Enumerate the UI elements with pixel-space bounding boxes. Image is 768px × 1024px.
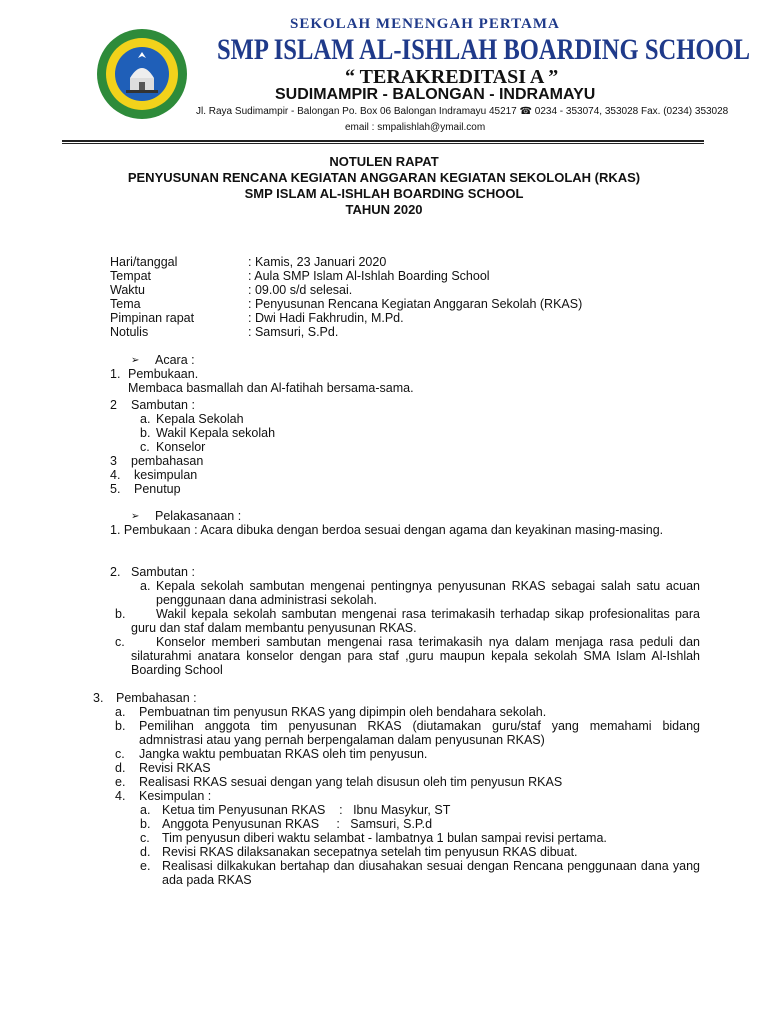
list-letter: c. bbox=[115, 635, 125, 649]
letterhead-email-line bbox=[345, 122, 485, 133]
kesimpulan-item: Realisasi dilkakukan bertahap dan diusahakan sesuai dengan Rencana penggunaan dana yang ada pada RKAS bbox=[162, 859, 700, 887]
list-number: 3 bbox=[110, 454, 117, 468]
info-label: Pimpinan rapat bbox=[110, 311, 195, 325]
list-number: 5. bbox=[110, 482, 121, 496]
info-label: Notulis bbox=[110, 325, 149, 339]
sambutan-kepala: Kepala sekolah sambutan mengenai pentingnya penyusunan RKAS sebagai salah satu acuan penggunaan dana administrasi sekolah. bbox=[156, 579, 700, 607]
list-number: 4. bbox=[110, 468, 121, 482]
letterhead-divider bbox=[62, 140, 704, 142]
pembahasan-item: Revisi RKAS bbox=[139, 761, 211, 775]
pembahasan-item: Pemilihan anggota tim penyusunan RKAS (diutamakan guru/staf yang memahami bidang admnistrasi atau yang pernah berpengalaman dalam penyusunan RKAS) bbox=[139, 719, 700, 747]
sambutan-wakil: Wakil kepala sekolah sambutan mengenai rasa terimakasih terhadap sikap profesionalitas para guru dan staf dalam membantu penyusunan RKAS. bbox=[131, 607, 700, 635]
acara-item: kesimpulan bbox=[134, 468, 198, 482]
letterhead-accreditation: “ TERAKREDITASI A ” bbox=[345, 66, 559, 88]
list-letter: b. bbox=[115, 607, 126, 621]
list-number: 3. bbox=[93, 691, 104, 705]
list-number: 2 bbox=[110, 398, 117, 412]
kesimpulan-item: Ketua tim Penyusunan RKAS : Ibnu Masykur, ST bbox=[162, 803, 451, 817]
letterhead-divider-thin bbox=[62, 143, 704, 144]
acara-subitem: Kepala Sekolah bbox=[156, 412, 244, 426]
acara-subitem: Konselor bbox=[156, 440, 206, 454]
pelaksanaan-pembukaan: 1. Pembukaan : Acara dibuka dengan berdoa sesuai dengan agama dan keyakinan masing-masing. bbox=[110, 523, 664, 537]
acara-heading: Acara : bbox=[155, 353, 195, 367]
info-value: : Aula SMP Islam Al-Ishlah Boarding School bbox=[248, 269, 490, 283]
doc-title: NOTULEN RAPAT bbox=[329, 154, 439, 169]
acara-item: Penutup bbox=[134, 482, 181, 496]
pelaksanaan-kesimpulan: Kesimpulan : bbox=[139, 789, 212, 803]
list-number: 1. bbox=[110, 367, 121, 381]
list-letter: a. bbox=[115, 705, 126, 719]
info-value: : 09.00 s/d selesai. bbox=[248, 283, 353, 297]
list-letter: a. bbox=[140, 412, 151, 426]
acara-bullet: ➢ bbox=[131, 355, 140, 366]
kesimpulan-item: Revisi RKAS dilaksanakan secepatnya setelah tim penyusun RKAS dibuat. bbox=[162, 845, 578, 859]
list-letter: c. bbox=[140, 831, 150, 845]
info-value: : Dwi Hadi Fakhrudin, M.Pd. bbox=[248, 311, 404, 325]
pembahasan-item: Jangka waktu pembuatan RKAS oleh tim penyusun. bbox=[139, 747, 428, 761]
list-letter: b. bbox=[140, 426, 151, 440]
email-address: smpalishlah@ymail.com bbox=[377, 122, 486, 133]
pelaksanaan-heading: Pelakasanaan : bbox=[155, 509, 242, 523]
list-number: 4. bbox=[115, 789, 126, 803]
kesimpulan-item: Anggota Penyusunan RKAS : Samsuri, S.P.d bbox=[162, 817, 433, 831]
pembahasan-item: Pembuatnan tim penyusun RKAS yang dipimpin oleh bendahara sekolah. bbox=[139, 705, 547, 719]
info-value: : Samsuri, S.Pd. bbox=[248, 325, 339, 339]
letterhead-location: SUDIMAMPIR - BALONGAN - INDRAMAYU bbox=[275, 86, 596, 103]
kesimpulan-item: Tim penyusun diberi waktu selambat - lambatnya 1 bulan sampai revisi pertama. bbox=[162, 831, 607, 845]
acara-item: pembahasan bbox=[131, 454, 204, 468]
pelaksanaan-bullet: ➢ bbox=[131, 511, 140, 522]
pelaksanaan-sambutan: Sambutan : bbox=[131, 565, 195, 579]
list-letter: a. bbox=[140, 803, 151, 817]
acara-item-detail: Membaca basmallah dan Al-fatihah bersama-sama. bbox=[128, 381, 414, 395]
letterhead-address: Jl. Raya Sudimampir - Balongan Po. Box 06 Balongan Indramayu 45217 ☎ 0234 - 353074, 353028 Fax. (0234) 353028 bbox=[196, 106, 729, 117]
list-letter: e. bbox=[115, 775, 126, 789]
pelaksanaan-pembahasan: Pembahasan : bbox=[116, 691, 197, 705]
acara-subitem: Wakil Kepala sekolah bbox=[156, 426, 276, 440]
list-letter: b. bbox=[140, 817, 151, 831]
doc-subtitle-3: TAHUN 2020 bbox=[345, 202, 423, 217]
list-letter: e. bbox=[140, 859, 151, 873]
list-letter: c. bbox=[140, 440, 150, 454]
pembahasan-item: Realisasi RKAS sesuai dengan yang telah disusun oleh tim penyusun RKAS bbox=[139, 775, 563, 789]
sambutan-konselor: Konselor memberi sambutan mengenai rasa terimakasih nya dalam menjaga rasa peduli dan silaturahmi anatara konselor dengan para staf ,guru maupun kepala sekolah SMA Islam Al-Ishlah Boarding School bbox=[131, 635, 700, 677]
school-logo bbox=[96, 28, 188, 120]
doc-subtitle-1: PENYUSUNAN RENCANA KEGIATAN ANGGARAN KEGIATAN SEKOLOLAH (RKAS) bbox=[127, 170, 641, 185]
list-letter: c. bbox=[115, 747, 125, 761]
list-number: 2. bbox=[110, 565, 121, 579]
doc-subtitle-2: SMP ISLAM AL-ISHLAH BOARDING SCHOOL bbox=[244, 186, 524, 201]
info-label: Tema bbox=[110, 297, 141, 311]
list-letter: b. bbox=[115, 719, 126, 733]
list-letter: d. bbox=[140, 845, 151, 859]
email-label: email : bbox=[345, 122, 378, 133]
list-letter: a. bbox=[140, 579, 151, 593]
acara-item: Sambutan : bbox=[131, 398, 195, 412]
info-label: Waktu bbox=[110, 283, 145, 297]
info-value: : Kamis, 23 Januari 2020 bbox=[248, 255, 387, 269]
list-letter: d. bbox=[115, 761, 126, 775]
info-value: : Penyusunan Rencana Kegiatan Anggaran Sekolah (RKAS) bbox=[248, 297, 583, 311]
letterhead-school-name: SMP ISLAM AL-ISHLAH BOARDING SCHOOL bbox=[217, 33, 751, 66]
info-label: Tempat bbox=[110, 269, 151, 283]
acara-item: Pembukaan. bbox=[128, 367, 199, 381]
letterhead-school-level: SEKOLAH MENENGAH PERTAMA bbox=[290, 16, 560, 32]
info-label: Hari/tanggal bbox=[110, 255, 178, 269]
